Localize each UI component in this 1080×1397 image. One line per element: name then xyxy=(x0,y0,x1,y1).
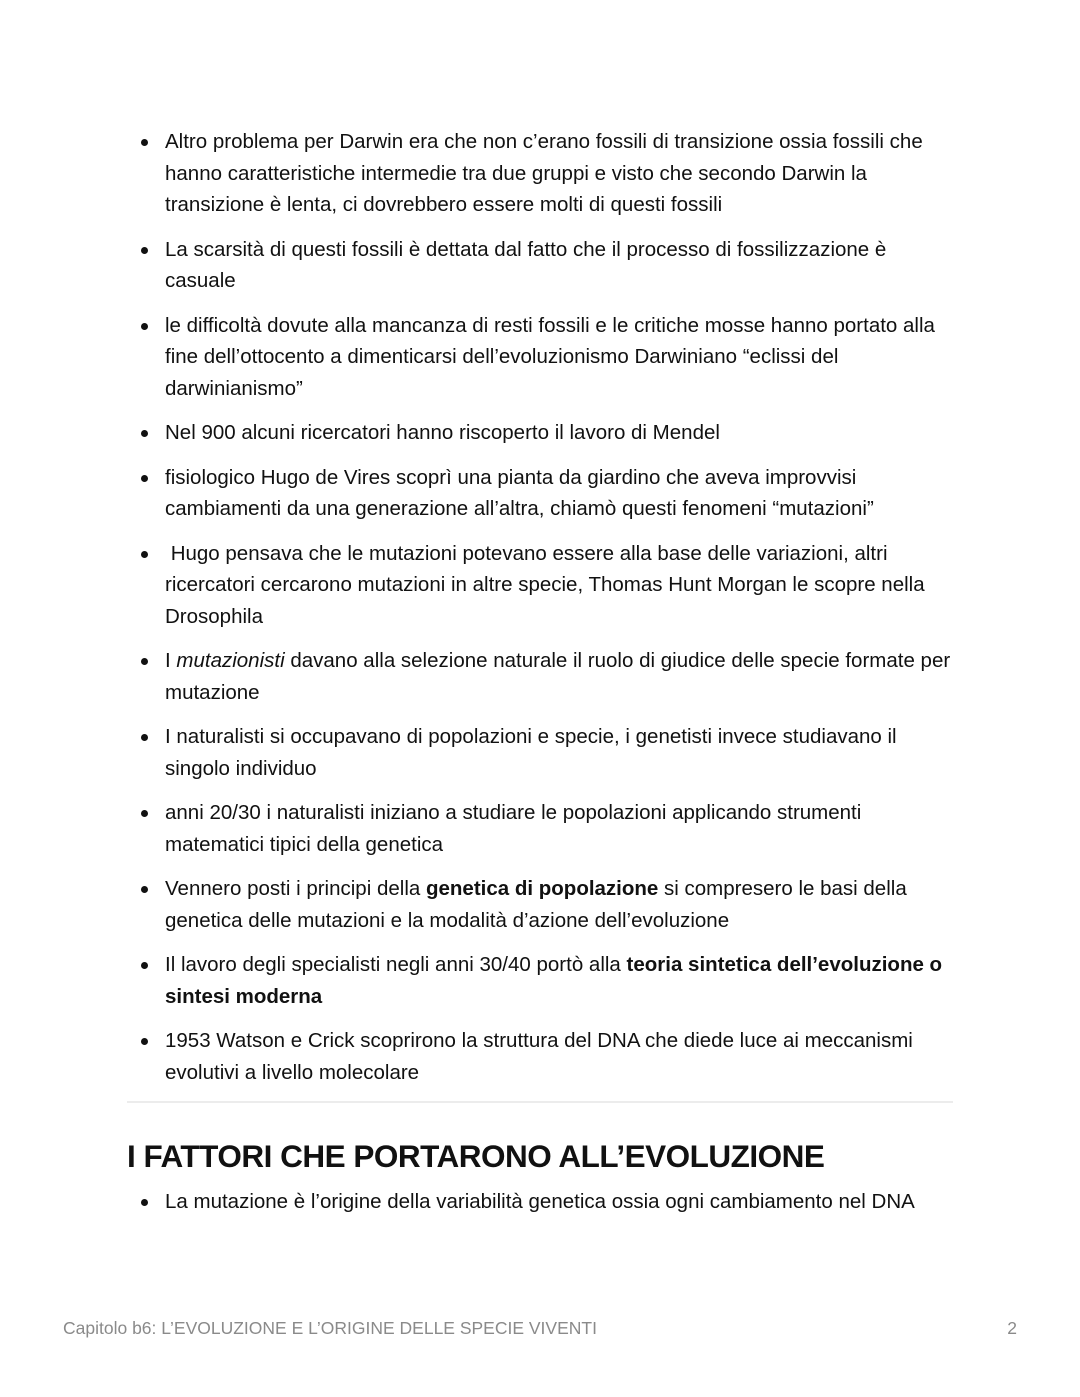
list-item: fisiologico Hugo de Vires scoprì una pianta da giardino che aveva improvvisi cambiamenti da una generazione all’altra, chiamò questi fenomeni “mutazioni” xyxy=(127,462,953,525)
list-item xyxy=(127,645,956,708)
list-item: Altro problema per Darwin era che non c’erano fossili di transizione ossia fossili che hanno caratteristiche intermedie tra due gruppi e visto che secondo Darwin la transizione è lenta, ci dovrebbero essere molti di questi fossili xyxy=(127,126,953,221)
text-segment: davano alla selezione naturale il ruolo di giudice delle specie formate per mutazione xyxy=(165,649,956,704)
list-item: Hugo pensava che le mutazioni potevano essere alla base delle variazioni, altri ricercatori cercarono mutazioni in altre specie, Thomas Hunt Morgan le scopre nella Drosophila xyxy=(127,538,953,633)
section-divider xyxy=(127,1101,953,1103)
list-item: La mutazione è l’origine della variabilità genetica ossia ogni cambiamento nel DNA xyxy=(127,1186,953,1218)
list-item: Nel 900 alcuni ricercatori hanno riscoperto il lavoro di Mendel xyxy=(127,417,953,449)
page-content xyxy=(127,126,956,1231)
text-segment: Il lavoro degli specialisti negli anni 30/40 portò alla xyxy=(165,953,627,976)
text-segment: Vennero posti i principi della xyxy=(165,877,426,900)
bold-term: genetica di popolazione xyxy=(425,877,659,900)
list-item: 1953 Watson e Crick scoprirono la struttura del DNA che diede luce ai meccanismi evolutivi a livello molecolare xyxy=(127,1025,953,1088)
section-title: I FATTORI CHE PORTARONO ALL’EVOLUZIONE xyxy=(127,1138,825,1174)
list-item: La scarsità di questi fossili è dettata dal fatto che il processo di fossilizzazione è casuale xyxy=(127,234,953,297)
section-bullet-list xyxy=(127,1186,953,1218)
bold-term: teoria sintetica dell’evoluzione o sintesi moderna xyxy=(165,953,943,1008)
italic-term: mutazionisti xyxy=(176,649,285,672)
footer-chapter-title: Capitolo b6: L’EVOLUZIONE E L’ORIGINE DELLE SPECIE VIVENTI xyxy=(63,1318,597,1338)
bullet-list xyxy=(127,126,956,1088)
page-number: 2 xyxy=(1007,1318,1017,1338)
page-footer xyxy=(63,1318,1017,1339)
list-item: le difficoltà dovute alla mancanza di resti fossili e le critiche mosse hanno portato alla fine dell’ottocento a dimenticarsi dell’evoluzionismo Darwiniano “eclissi del darwinianismo” xyxy=(127,310,953,405)
text-segment: I xyxy=(165,649,177,672)
text-segment: si compresero le basi della genetica delle mutazioni e la modalità d’azione dell’evoluzione xyxy=(165,877,913,932)
list-item xyxy=(127,949,953,1012)
list-item xyxy=(127,873,953,936)
list-item: anni 20/30 i naturalisti iniziano a studiare le popolazioni applicando strumenti matematici tipici della genetica xyxy=(127,797,953,860)
list-item: I naturalisti si occupavano di popolazioni e specie, i genetisti invece studiavano il singolo individuo xyxy=(127,721,953,784)
